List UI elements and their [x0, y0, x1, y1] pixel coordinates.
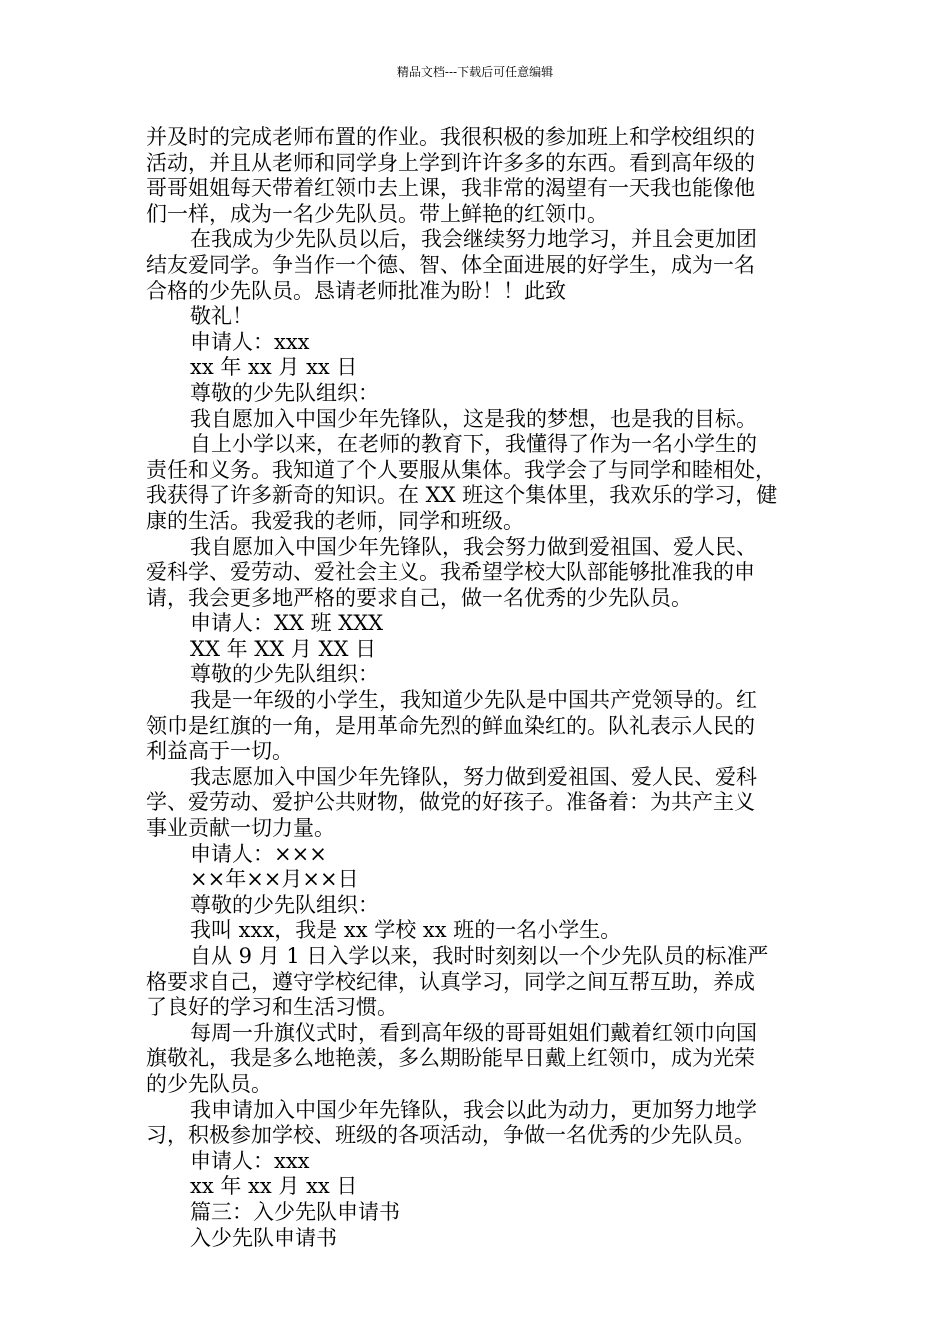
text-line: 习，积极参加学校、班级的各项活动，争做一名优秀的少先队员。 [146, 1123, 755, 1148]
text-line: 入少先队申请书 [190, 1225, 337, 1250]
text-line: 结友爱同学。争当作一个德、智、体全面进展的好学生，成为一名 [146, 252, 755, 277]
text-line: 自上小学以来，在老师的教育下，我懂得了作为一名小学生的 [190, 432, 757, 457]
text-line: 我自愿加入中国少年先锋队，我会努力做到爱祖国、爱人民、 [190, 534, 757, 559]
text-line: 康的生活。我爱我的老师，同学和班级。 [146, 508, 524, 533]
text-line: 篇三：入少先队申请书 [190, 1199, 400, 1224]
text-line: 每周一升旗仪式时，看到高年级的哥哥姐姐们戴着红领巾向国 [190, 1020, 757, 1045]
text-line: 哥哥姐姐每天带着红领巾去上课，我非常的渴望有一天我也能像他 [146, 176, 755, 201]
text-line: 申请人：××× [190, 841, 327, 866]
text-line: 我自愿加入中国少年先锋队，这是我的梦想，也是我的目标。 [190, 406, 757, 431]
text-line: 自从 9 月 1 日入学以来，我时时刻刻以一个少先队员的标准严 [190, 944, 769, 968]
text-line: 我叫 xxx，我是 xx 学校 xx 班的一名小学生。 [190, 918, 622, 943]
text-line: 了良好的学习和生活习惯。 [146, 995, 398, 1020]
text-line: XX 年 XX 月 XX 日 [190, 636, 377, 661]
text-line: 请，我会更多地严格的要求自己，做一名优秀的少先队员。 [146, 585, 692, 610]
text-line: 合格的少先队员。恳请老师批准为盼！！此致 [146, 278, 566, 303]
page-header: 精品文档---下载后可任意编辑 [396, 65, 554, 79]
text-line: 在我成为少先队员以后，我会继续努力地学习，并且会更加团 [190, 227, 757, 252]
text-line: 并及时的完成老师布置的作业。我很积极的参加班上和学校组织的 [146, 125, 755, 149]
text-line: 旗敬礼，我是多么地艳羡，多么期盼能早日戴上红领巾，成为光荣 [146, 1046, 755, 1071]
text-line: 我申请加入中国少年先锋队，我会以此为动力，更加努力地学 [190, 1097, 757, 1122]
document-body [146, 125, 810, 1251]
text-line: 利益高于一切。 [146, 739, 293, 764]
text-line: 领巾是红旗的一角，是用革命先烈的鲜血染红的。队礼表示人民的 [146, 713, 755, 738]
text-line: 责任和义务。我知道了个人要服从集体。我学会了与同学和睦相处， [146, 457, 776, 482]
text-line: xx 年 xx 月 xx 日 [190, 355, 358, 380]
text-line: 的少先队员。 [146, 1071, 272, 1096]
text-line: 尊敬的少先队组织： [190, 380, 379, 405]
text-line: ××年××月××日 [190, 867, 359, 892]
text-line: 格要求自己，遵守学校纪律，认真学习，同学之间互帮互助，养成 [146, 969, 755, 994]
text-line: 尊敬的少先队组织： [190, 662, 379, 687]
text-line: 申请人：xxx [190, 329, 310, 354]
text-line: 我是一年级的小学生，我知道少先队是中国共产党领导的。红 [190, 688, 757, 713]
text-line: 申请人：XX 班 XXX [190, 611, 384, 636]
text-line: 尊敬的少先队组织： [190, 892, 379, 917]
text-line: 活动，并且从老师和同学身上学到许许多多的东西。看到高年级的 [146, 150, 755, 175]
text-line: 学、爱劳动、爱护公共财物，做党的好孩子。准备着：为共产主义 [146, 790, 755, 815]
text-line: 们一样，成为一名少先队员。带上鲜艳的红领巾。 [146, 201, 608, 226]
text-line: 我获得了许多新奇的知识。在 XX 班这个集体里，我欢乐的学习，健 [146, 483, 778, 508]
text-line: 敬礼！ [190, 304, 253, 329]
text-line: xx 年 xx 月 xx 日 [190, 1174, 358, 1199]
text-line: 我志愿加入中国少年先锋队，努力做到爱祖国、爱人民、爱科 [190, 764, 757, 789]
text-line: 申请人：xxx [190, 1148, 310, 1173]
text-line: 事业贡献一切力量。 [146, 816, 335, 841]
text-line: 爱科学、爱劳动、爱社会主义。我希望学校大队部能够批准我的申 [146, 560, 755, 585]
